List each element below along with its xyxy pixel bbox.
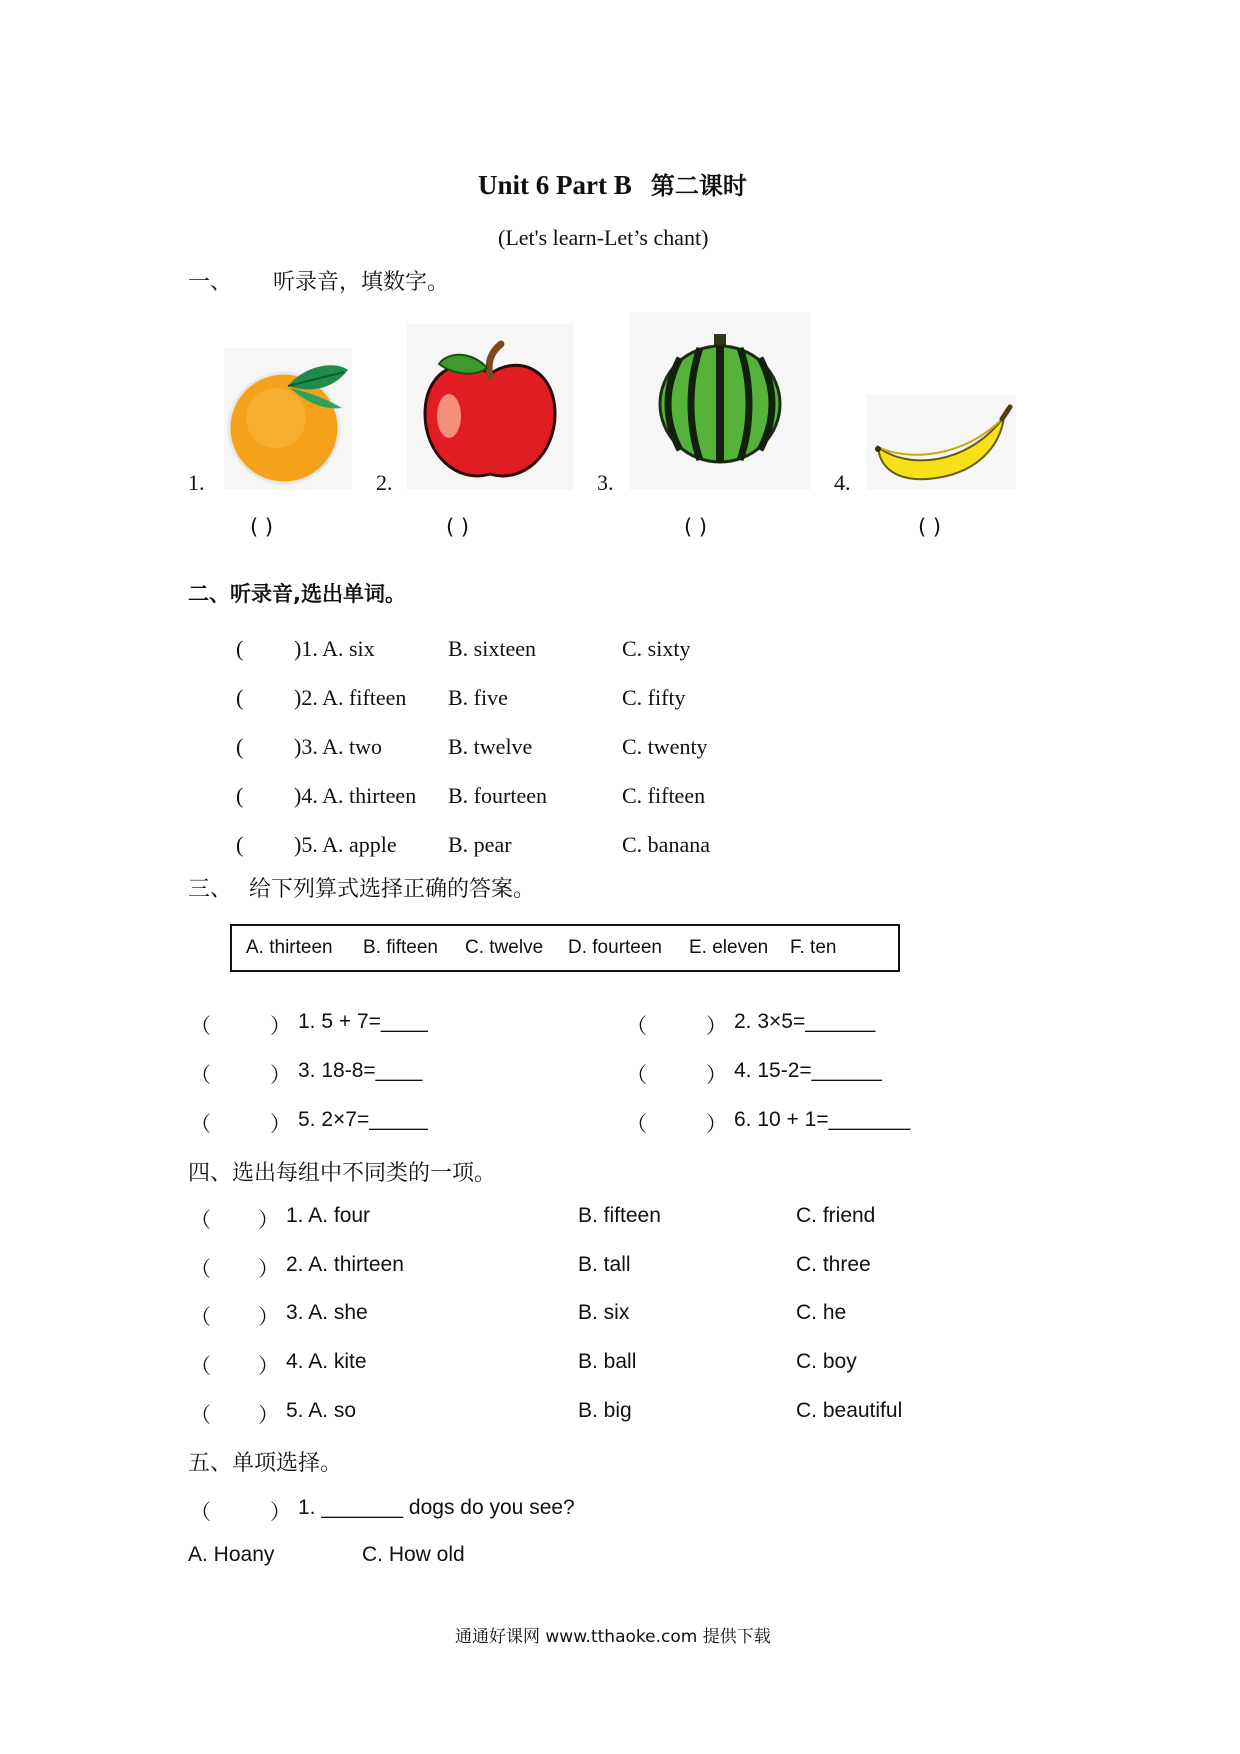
s3-q1-open[interactable]: （	[190, 1014, 211, 1038]
title-en: Unit 6 Part B	[478, 170, 632, 200]
s2-q5-c: C. banana	[622, 832, 710, 857]
s2-q3-paren[interactable]: (	[236, 734, 244, 759]
s3-q1-close: ）	[270, 1014, 291, 1038]
s3-q6-text: 6. 10 + 1=_______	[734, 1108, 911, 1131]
option-c: C. twelve	[465, 937, 544, 958]
s4-q2-a: 2. A. thirteen	[286, 1253, 404, 1276]
banana-icon	[866, 395, 1016, 490]
s3-q6-close: ）	[706, 1112, 727, 1136]
s3-q3-open[interactable]: （	[190, 1063, 211, 1087]
s4-q3-b: B. six	[578, 1301, 630, 1324]
s2-q2-b: B. five	[448, 685, 508, 710]
s4-q3-close: ）	[258, 1305, 279, 1329]
s4-q4-a: 4. A. kite	[286, 1350, 367, 1373]
s4-q3-a: 3. A. she	[286, 1301, 368, 1324]
s4-q1-b: B. fifteen	[578, 1204, 661, 1227]
s3-q3-text: 3. 18-8=____	[298, 1059, 423, 1082]
s2-q2-text: )2. A. fifteen	[294, 685, 407, 710]
page-subtitle: (Let's learn-Let’s chant)	[498, 225, 709, 250]
section5-heading: 五、单项选择。	[188, 1451, 343, 1476]
s4-q1-a: 1. A. four	[286, 1204, 371, 1227]
apple-picture	[407, 324, 573, 490]
s3-q4-text: 4. 15-2=______	[734, 1059, 882, 1082]
picture-4-blank[interactable]: ( )	[918, 515, 942, 539]
s4-q1-close: ）	[258, 1208, 279, 1232]
s5-option-c: C. How old	[362, 1543, 465, 1566]
section1-heading-text: 听录音，填数字。	[273, 270, 450, 295]
s3-q4-open[interactable]: （	[626, 1063, 647, 1087]
section1-heading-num: 一、	[188, 270, 233, 295]
title-cn: 第二课时	[650, 172, 747, 200]
s4-q2-c: C. three	[796, 1253, 871, 1276]
s2-q4-paren[interactable]: (	[236, 783, 244, 808]
picture-1-blank[interactable]: ( )	[250, 515, 274, 539]
s4-q4-c: C. boy	[796, 1350, 857, 1373]
orange-icon	[224, 348, 352, 490]
s4-q5-c: C. beautiful	[796, 1399, 903, 1422]
s2-q1-b: B. sixteen	[448, 636, 536, 661]
s3-q2-close: ）	[706, 1014, 727, 1038]
s2-q5-b: B. pear	[448, 832, 512, 857]
s3-q1-text: 1. 5 + 7=____	[298, 1010, 428, 1033]
option-e: E. eleven	[689, 937, 769, 958]
banana-picture	[866, 395, 1016, 490]
s2-q2-paren[interactable]: (	[236, 685, 244, 710]
s2-q4-text: )4. A. thirteen	[294, 783, 417, 808]
s3-q5-text: 5. 2×7=_____	[298, 1108, 428, 1131]
s4-q5-a: 5. A. so	[286, 1399, 357, 1422]
s4-q4-open[interactable]: （	[190, 1354, 211, 1378]
s2-q3-text: )3. A. two	[294, 734, 382, 759]
s4-q4-close: ）	[258, 1354, 279, 1378]
option-b: B. fifteen	[363, 937, 438, 958]
orange-picture	[224, 348, 352, 490]
s2-q5-text: )5. A. apple	[294, 832, 397, 857]
s3-q5-open[interactable]: （	[190, 1112, 211, 1136]
answer-word-box	[230, 924, 900, 972]
s3-q2-text: 2. 3×5=______	[734, 1010, 876, 1033]
s4-q5-b: B. big	[578, 1399, 632, 1422]
s4-q5-close: ）	[258, 1403, 279, 1427]
apple-icon	[407, 324, 573, 490]
s3-q6-open[interactable]: （	[626, 1112, 647, 1136]
s5-option-a: A. Hoany	[188, 1543, 275, 1566]
s3-q2-open[interactable]: （	[626, 1014, 647, 1038]
picture-2-number: 2.	[376, 470, 393, 495]
s3-q4-close: ）	[706, 1063, 727, 1087]
s4-q1-c: C. friend	[796, 1204, 876, 1227]
s2-q1-c: C. sixty	[622, 636, 691, 661]
section4-heading: 四、选出每组中不同类的一项。	[188, 1161, 497, 1186]
picture-2-blank[interactable]: ( )	[446, 515, 470, 539]
picture-3-blank[interactable]: ( )	[684, 515, 708, 539]
s4-q2-open[interactable]: （	[190, 1257, 211, 1281]
s4-q1-open[interactable]: （	[190, 1208, 211, 1232]
s4-q2-close: ）	[258, 1257, 279, 1281]
s4-q5-open[interactable]: （	[190, 1403, 211, 1427]
s5-q1-text: 1. _______ dogs do you see?	[298, 1496, 575, 1519]
section2-heading: 二、听录音,选出单词。	[188, 582, 406, 606]
watermelon-picture	[630, 312, 810, 490]
s3-q5-close: ）	[270, 1112, 291, 1136]
picture-1-number: 1.	[188, 470, 205, 495]
section3-heading-text: 给下列算式选择正确的答案。	[249, 877, 536, 902]
option-d: D. fourteen	[568, 937, 662, 958]
s4-q3-open[interactable]: （	[190, 1305, 211, 1329]
s2-q1-paren[interactable]: (	[236, 636, 244, 661]
s4-q2-b: B. tall	[578, 1253, 631, 1276]
s4-q4-b: B. ball	[578, 1350, 637, 1373]
s2-q4-b: B. fourteen	[448, 783, 547, 808]
s4-q3-c: C. he	[796, 1301, 847, 1324]
section3-heading-num: 三、	[188, 877, 233, 902]
picture-3-number: 3.	[597, 470, 614, 495]
option-f: F. ten	[790, 937, 837, 958]
s2-q2-c: C. fifty	[622, 685, 686, 710]
s2-q5-paren[interactable]: (	[236, 832, 244, 857]
picture-4-number: 4.	[834, 470, 851, 495]
s3-q3-close: ）	[270, 1063, 291, 1087]
s5-q1-close: ）	[270, 1500, 291, 1524]
s2-q4-c: C. fifteen	[622, 783, 706, 808]
page-footer: 通通好课网 www.tthaoke.com 提供下载	[455, 1627, 771, 1647]
s2-q3-b: B. twelve	[448, 734, 533, 759]
s2-q1-text: )1. A. six	[294, 636, 375, 661]
s2-q3-c: C. twenty	[622, 734, 708, 759]
option-a: A. thirteen	[246, 937, 333, 958]
page-title	[478, 166, 747, 201]
watermelon-icon	[630, 312, 810, 490]
s5-q1-open[interactable]: （	[190, 1500, 211, 1524]
